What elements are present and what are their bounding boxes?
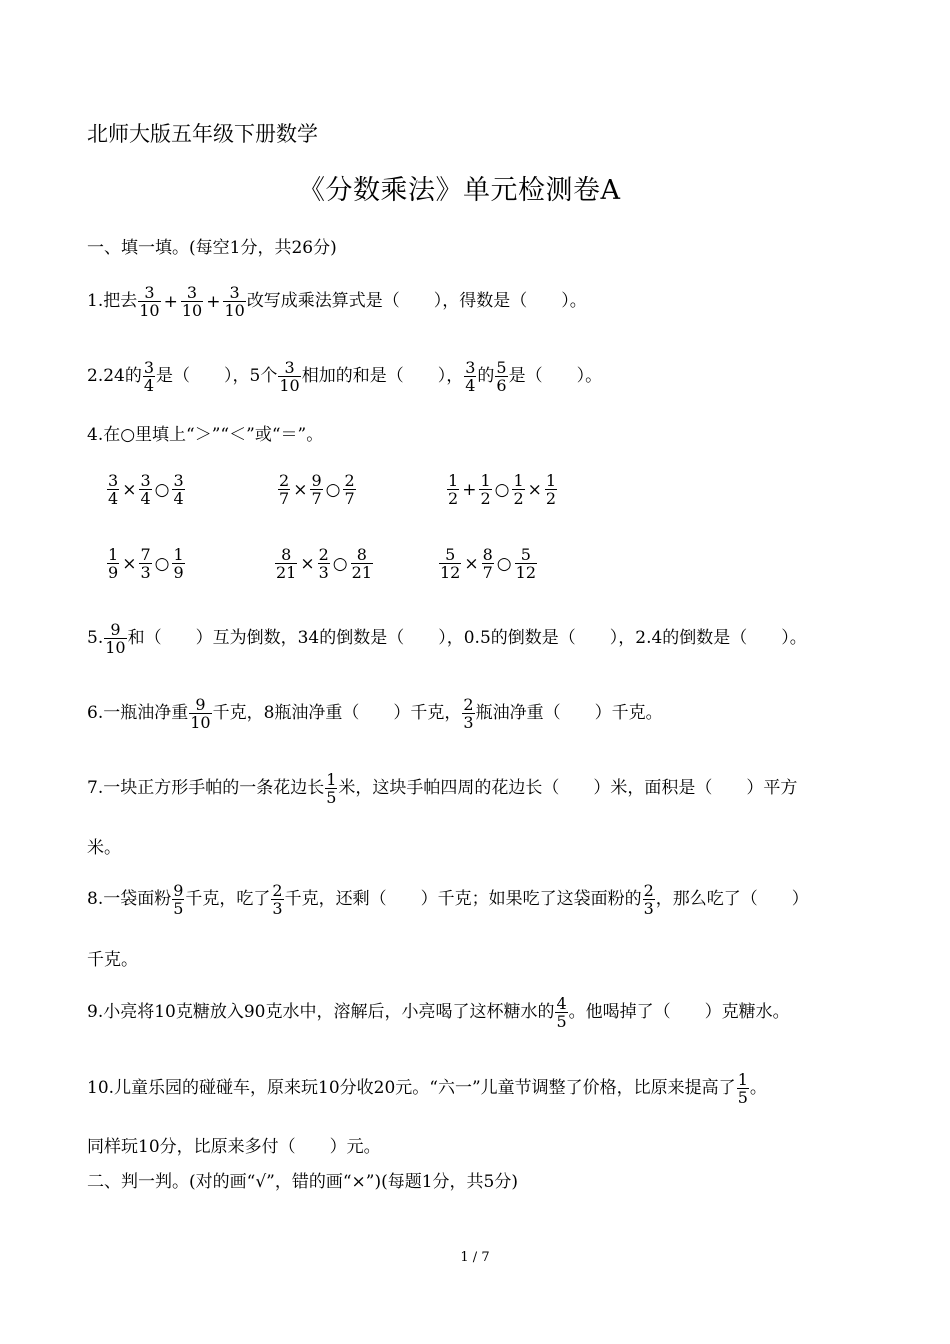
operator: × [293, 479, 308, 500]
fraction: $\frac{7}{3}$ [140, 545, 151, 582]
q2-text: 的 [477, 366, 495, 386]
q6-text: 千克，8瓶油净重（ ）千克， [212, 703, 462, 723]
q7-text: 米，这块手帕四周的花边长（ ）米，面积是（ ）平方 [338, 778, 798, 798]
compare-circle[interactable]: ○ [496, 553, 512, 574]
question-7 [87, 771, 797, 806]
q5-text: 5. [87, 628, 104, 648]
q2-text: 是（ ），5个 [156, 366, 278, 386]
fraction: $\frac{1}{9}$ [108, 545, 119, 582]
fraction: $\frac{3}{4}$ [140, 471, 151, 508]
fraction: $\frac{3}{4}$ [173, 471, 184, 508]
fraction: $\frac{1}{5}$ [737, 1070, 748, 1107]
fraction: $\frac{9}{5}$ [173, 881, 184, 918]
fraction: $\frac{5}{12}$ [440, 545, 461, 582]
operator: × [464, 553, 479, 574]
operator: × [122, 479, 137, 500]
question-10 [87, 1071, 767, 1106]
section-2-heading: 二、判一判。(对的画“√”，错的画“×”)(每题1分，共5分) [87, 1172, 519, 1192]
question-8 [87, 882, 809, 917]
question-6 [87, 696, 663, 731]
page-title: 《分数乘法》单元检测卷A [298, 175, 621, 206]
question-1 [87, 284, 587, 319]
fraction: $\frac{2}{7}$ [344, 471, 355, 508]
operator: + [206, 291, 221, 312]
q8-text: 千克，吃了 [185, 889, 271, 909]
q10-text: 。 [749, 1078, 767, 1098]
operator: + [462, 479, 477, 500]
question-10-cont: 同样玩10分，比原来多付（ ）元。 [87, 1137, 381, 1157]
q2-text: 相加的和是（ ）， [301, 366, 464, 386]
fraction: $\frac{2}{3}$ [272, 881, 283, 918]
comparison-4 [106, 546, 186, 581]
q1-prefix: 1.把去 [87, 291, 138, 311]
fraction: $\frac{2}{7}$ [279, 471, 290, 508]
comparison-1 [106, 472, 186, 507]
comparison-2 [277, 472, 357, 507]
fraction: $\frac{2}{3}$ [643, 881, 654, 918]
fraction: $\frac{1}{2}$ [480, 471, 491, 508]
fraction: $\frac{4}{5}$ [556, 994, 567, 1031]
question-4: 4.在○里填上“＞”“＜”或“＝”。 [87, 425, 324, 445]
q2-text: 2.24的 [87, 366, 142, 386]
fraction: $\frac{5}{6}$ [496, 358, 507, 395]
q7-text: 7.一块正方形手帕的一条花边长 [87, 778, 325, 798]
fraction: $\frac{8}{7}$ [482, 545, 493, 582]
compare-circle[interactable]: ○ [325, 479, 341, 500]
fraction: $\frac{8}{21}$ [276, 545, 297, 582]
fraction: $\frac{1}{9}$ [173, 545, 184, 582]
q9-text: 9.小亮将10克糖放入90克水中，溶解后，小亮喝了这杯糖水的 [87, 1002, 555, 1022]
question-5 [87, 621, 807, 656]
operator: × [122, 553, 137, 574]
q2-text: 是（ ）。 [508, 366, 603, 386]
series-label: 北师大版五年级下册数学 [87, 122, 318, 146]
fraction: $\frac{2}{3}$ [318, 545, 329, 582]
section-1-heading: 一、填一填。(每空1分，共26分) [87, 238, 337, 258]
fraction: $\frac{3}{4}$ [108, 471, 119, 508]
fraction: $\frac{9}{7}$ [311, 471, 322, 508]
fraction: $\frac{3}{10}$ [224, 283, 245, 320]
compare-circle[interactable]: ○ [154, 479, 170, 500]
question-8-cont: 千克。 [87, 950, 138, 970]
compare-circle[interactable]: ○ [154, 553, 170, 574]
q6-text: 瓶油净重（ ）千克。 [475, 703, 663, 723]
q8-text: 千克，还剩（ ）千克；如果吃了这袋面粉的 [284, 889, 642, 909]
fraction: $\frac{3}{4}$ [143, 358, 155, 395]
operator: + [163, 291, 178, 312]
comparison-6 [438, 546, 538, 581]
q6-text: 6.一瓶油净重 [87, 703, 189, 723]
fraction: $\frac{1}{5}$ [326, 770, 337, 807]
fraction: $\frac{9}{10}$ [105, 620, 126, 657]
q1-suffix: 改写成乘法算式是（ ），得数是（ ）。 [246, 291, 587, 311]
question-7-cont: 米。 [87, 838, 121, 858]
fraction: $\frac{2}{3}$ [463, 695, 474, 732]
q9-text: 。他喝掉了（ ）克糖水。 [568, 1002, 790, 1022]
q8-text: ，那么吃了（ ） [655, 889, 809, 909]
question-2 [87, 359, 602, 394]
q8-text: 8.一袋面粉 [87, 889, 172, 909]
compare-circle[interactable]: ○ [332, 553, 348, 574]
q5-text: 和（ ）互为倒数，34的倒数是（ ），0.5的倒数是（ ），2.4的倒数是（ ）。 [127, 628, 807, 648]
fraction: $\frac{3}{10}$ [139, 283, 160, 320]
comparison-3 [446, 472, 558, 507]
operator: × [300, 553, 315, 574]
compare-circle[interactable]: ○ [494, 479, 510, 500]
fraction: $\frac{1}{2}$ [513, 471, 524, 508]
question-9 [87, 995, 790, 1030]
comparison-5 [274, 546, 374, 581]
fraction: $\frac{3}{4}$ [465, 358, 476, 395]
fraction: $\frac{5}{12}$ [515, 545, 536, 582]
fraction: $\frac{3}{10}$ [181, 283, 203, 320]
fraction: $\frac{1}{2}$ [448, 471, 459, 508]
q10-text: 10.儿童乐园的碰碰车，原来玩10分收20元。“六一”儿童节调整了价格，比原来提高了 [87, 1078, 736, 1098]
fraction: $\frac{8}{21}$ [351, 545, 372, 582]
fraction: $\frac{9}{10}$ [190, 695, 211, 732]
page-number: 1 / 7 [460, 1250, 490, 1265]
fraction: $\frac{3}{10}$ [279, 358, 300, 395]
fraction: $\frac{1}{2}$ [545, 471, 557, 508]
operator: × [527, 479, 542, 500]
